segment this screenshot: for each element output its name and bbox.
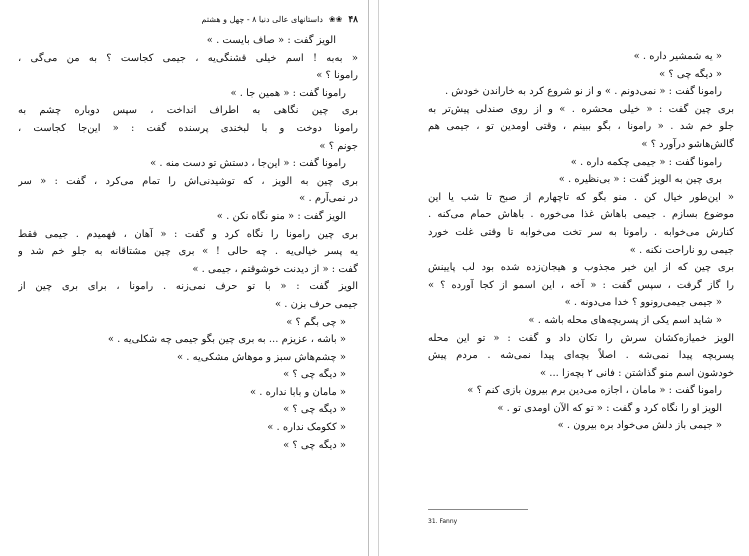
text-line: جیمی حرف بزن . » bbox=[274, 298, 358, 310]
left-page bbox=[18, 8, 358, 548]
text-line: « جیمی باز دلش می‌خواد بره بیرون . » bbox=[557, 420, 722, 432]
text-line: « چشم‌هاش سبز و موهاش مشکی‌یه . » bbox=[176, 351, 346, 363]
text-line: « یه شمشیر داره . » bbox=[633, 51, 722, 62]
text-line: الویز گفت : « صاف بایست . » bbox=[206, 35, 336, 46]
text-line: « باشه ، عزیزم ... به بری چین بگو جیمی چه شکلی‌یه . » bbox=[107, 334, 346, 346]
text-line: گالش‌هاشو درآورد ؟ » bbox=[641, 138, 734, 150]
text-line: « دیگه چی ؟ » bbox=[659, 68, 722, 80]
text-line: بری چین رامونا را نگاه کرد و گفت : « آهان ، فهمیدم . جیمی فقط bbox=[18, 228, 358, 240]
left-page-text bbox=[18, 32, 358, 454]
page-gutter bbox=[368, 0, 369, 556]
running-header bbox=[18, 14, 358, 26]
text-line: « چی بگم ؟ » bbox=[286, 316, 346, 328]
text-line: را گاز گرفت ، سپس گفت : « آخه ، این اسمو از کجا آورده ؟ » bbox=[428, 279, 734, 291]
text-line: بری چین به الویز گفت : « بی‌نظیره . » bbox=[558, 174, 722, 186]
text-line: یه پسر خیالی‌یه . چه حالی ! » بری چین مشتاقانه به جلو خم شد و bbox=[18, 246, 358, 258]
text-line: رامونا گفت : « این‌جا ، دستش تو دست منه . » bbox=[150, 158, 346, 170]
text-line: خودشون اسم منو گذاشتن : فانی ۲ بچه‌زا ... » bbox=[539, 367, 734, 379]
text-line: پسربچه پیدا نمی‌شه . اصلاً بچه‌ای پیدا نمی‌شه . مردم پیش bbox=[428, 350, 734, 362]
text-line: در نمی‌آرم . » bbox=[299, 193, 358, 205]
text-line: بری چین گفت : « خیلی محشره . » و از روی صندلی پیش‌تر به bbox=[428, 103, 734, 115]
text-line: رامونا گفت : « همین جا . » bbox=[230, 87, 346, 99]
text-line: « ککومک نداره . » bbox=[267, 422, 346, 434]
text-line: رامونا ؟ » bbox=[316, 70, 358, 82]
header-ornament-icon: ❀❀ bbox=[328, 15, 343, 24]
text-line: « دیگه چی ؟ » bbox=[283, 439, 346, 451]
text-line: رامونا گفت : « جیمی چکمه داره . » bbox=[570, 156, 722, 168]
text-line: موضوع بسازم . جیمی باهاش غذا می‌خوره . باهاش حمام می‌کنه . bbox=[428, 209, 734, 221]
page-number: ۴۸ bbox=[348, 15, 358, 25]
text-line: الویز خمیازه‌کشان سرش را تکان داد و گفت : « تو این محله bbox=[428, 332, 734, 344]
text-line: « شاید اسم یکی از پسربچه‌های محله باشه . » bbox=[528, 314, 722, 326]
text-line: بری چین نگاهی به اطراف انداخت ، سپس دوباره چشم به bbox=[18, 105, 358, 117]
running-title: داستانهای عالی دنیا ۸ - چهل و هشتم bbox=[201, 15, 323, 24]
right-page-text bbox=[428, 48, 734, 435]
text-line: گفت : « از دیدنت خوشوقتم ، جیمی . » bbox=[192, 263, 358, 275]
text-line: الویز او را نگاه کرد و گفت : « تو که الآن اومدی تو . » bbox=[497, 402, 722, 414]
text-line: « مامان و بابا نداره . » bbox=[249, 386, 346, 398]
text-line: رامونا گفت : « نمی‌دونم . » و از نو شروع کرد به خاراندن خودش . bbox=[444, 86, 722, 98]
right-page bbox=[428, 8, 734, 548]
text-line: بری چین به الویز ، که توشیدنی‌اش را تمام می‌کرد ، گفت : « سر bbox=[18, 175, 358, 187]
footnote: 31. Fanny bbox=[428, 518, 458, 525]
text-line: جونم ؟ » bbox=[319, 140, 358, 152]
text-line: کنارش می‌خوابه . رامونا به سر تخت می‌خوابه تا وقتی غلت خورد bbox=[428, 226, 734, 238]
text-line: « دیگه چی ؟ » bbox=[283, 404, 346, 416]
text-line: جیمی رو ناراحت نکنه . » bbox=[629, 244, 734, 256]
text-line: بری چین که از این خبر مجذوب و هیجان‌زده شده بود لب پایینش bbox=[428, 262, 734, 274]
text-line: جلو خم شد . « رامونا ، بگو ببینم ، وقتی اومدین تو ، جیمی هم bbox=[428, 121, 734, 133]
text-line: « این‌طور خیال کن . منو بگو که تاچهارم از صبح تا شب یا این bbox=[428, 191, 734, 203]
footnote-rule bbox=[428, 509, 528, 510]
text-line: الویز گفت : « با تو حرف نمی‌زنه . رامونا ، برای بری چین از bbox=[18, 281, 358, 293]
page-gutter-inner bbox=[378, 0, 379, 556]
text-line: « جیمی جیمی‌رونوو ؟ خدا می‌دونه . » bbox=[564, 297, 722, 309]
text-line: « دیگه چی ؟ » bbox=[283, 369, 346, 381]
text-line: رامونا دوخت و با لبخندی پرسنده گفت : « این‌جا کجاست ، bbox=[18, 122, 358, 134]
text-line: رامونا گفت : « مامان ، اجازه می‌دین برم بیرون بازی کنم ؟ » bbox=[467, 385, 722, 397]
text-line: الویز گفت : « منو نگاه نکن . » bbox=[216, 210, 346, 222]
text-line: « به‌به ! اسم خیلی قشنگی‌یه ، جیمی کجاست ؟ به من می‌گی ، bbox=[18, 52, 358, 64]
